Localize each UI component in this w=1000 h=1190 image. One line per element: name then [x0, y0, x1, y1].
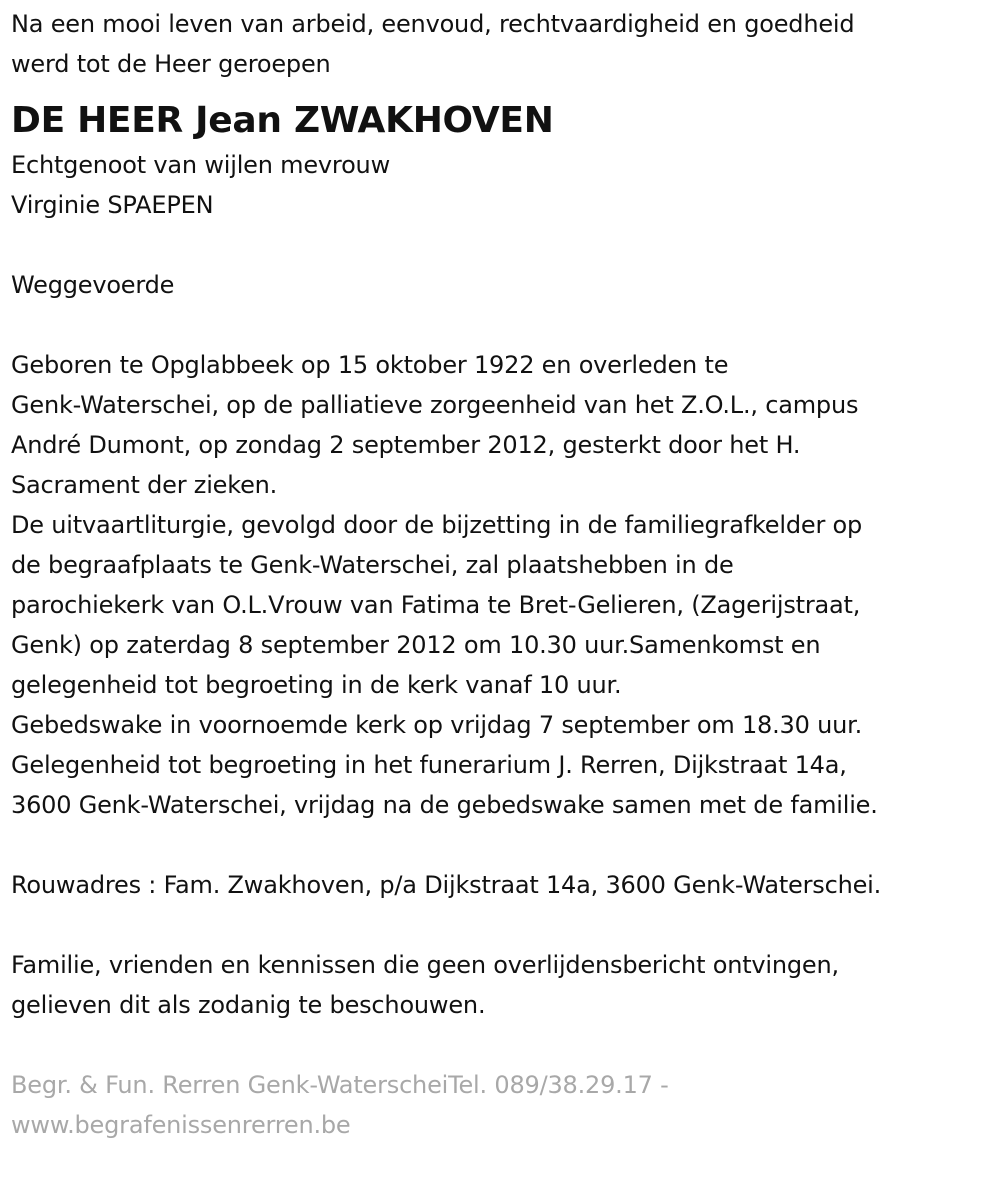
spouse-text: [11, 145, 991, 225]
spacer: [11, 305, 991, 345]
body-line: parochiekerk van O.L.Vrouw van Fatima te Bret-Gelieren, (Zagerijstraat,: [11, 591, 861, 619]
body-line: De uitvaartliturgie, gevolgd door de bijzetting in de familiegrafkelder op: [11, 511, 863, 539]
body-line: Sacrament der zieken.: [11, 471, 278, 499]
body-line: André Dumont, op zondag 2 september 2012, gesterkt door het H.: [11, 431, 801, 459]
body-line: de begraafplaats te Genk-Waterschei, zal plaatshebben in de: [11, 551, 734, 579]
spouse-line: Echtgenoot van wijlen mevrouw: [11, 151, 390, 179]
obituary-document: [11, 0, 991, 1145]
funeral-home-footer: [11, 1065, 991, 1145]
notice-text: [11, 945, 991, 1025]
footer-line: Begr. & Fun. Rerren Genk-WaterscheiTel. 089/38.29.17 -: [11, 1071, 669, 1099]
body-line: Genk) op zaterdag 8 september 2012 om 10.30 uur.Samenkomst en: [11, 631, 821, 659]
spacer: [11, 1025, 991, 1065]
body-line: 3600 Genk-Waterschei, vrijdag na de gebedswake samen met de familie.: [11, 791, 878, 819]
footer-website: www.begrafenissenrerren.be: [11, 1111, 351, 1139]
body-line: Gelegenheid tot begroeting in het funerarium J. Rerren, Dijkstraat 14a,: [11, 751, 847, 779]
spacer: [11, 825, 991, 865]
body-line: gelegenheid tot begroeting in de kerk vanaf 10 uur.: [11, 671, 622, 699]
notice-line: Familie, vrienden en kennissen die geen overlijdensbericht ontvingen,: [11, 951, 839, 979]
mourning-address: Rouwadres : Fam. Zwakhoven, p/a Dijkstraat 14a, 3600 Genk-Waterschei.: [11, 871, 882, 899]
body-line: Geboren te Opglabbeek op 15 oktober 1922 en overleden te: [11, 351, 729, 379]
notice-line: gelieven dit als zodanig te beschouwen.: [11, 991, 486, 1019]
intro-line: werd tot de Heer geroepen: [11, 50, 331, 78]
intro-text: [11, 4, 991, 84]
spacer: [11, 225, 991, 265]
spouse-line: Virginie SPAEPEN: [11, 191, 214, 219]
intro-line: Na een mooi leven van arbeid, eenvoud, rechtvaardigheid en goedheid: [11, 10, 855, 38]
spacer: [11, 905, 991, 945]
body-line: Genk-Waterschei, op de palliatieve zorgeenheid van het Z.O.L., campus: [11, 391, 859, 419]
body-text: [11, 345, 991, 825]
deceased-name: DE HEER Jean ZWAKHOVEN: [11, 100, 554, 141]
body-line: Gebedswake in voornoemde kerk op vrijdag 7 september om 18.30 uur.: [11, 711, 863, 739]
status-text: Weggevoerde: [11, 271, 175, 299]
